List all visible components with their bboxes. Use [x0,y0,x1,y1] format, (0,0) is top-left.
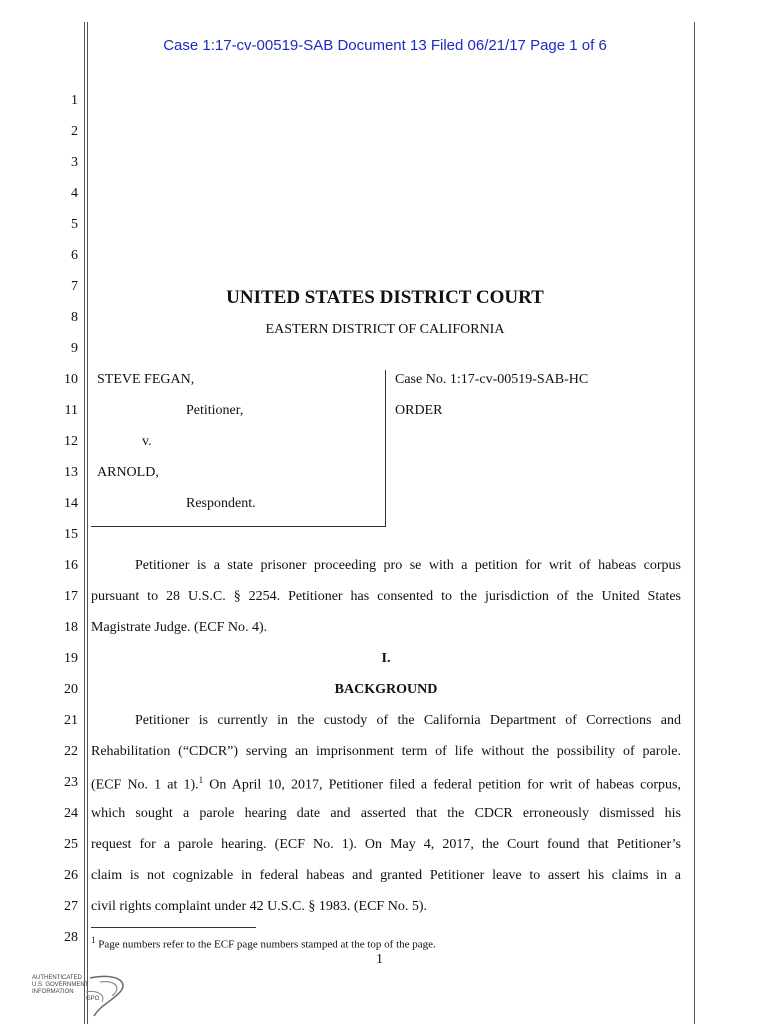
text-line: Petitioner is a state prisoner proceeding pro se with a petition for writ of habeas corpus [135,558,681,573]
line-number: 22 [64,744,78,759]
gpo-seal-mark: GPO [86,996,100,1002]
line-number: 18 [64,620,78,635]
footnote-reference[interactable]: 1 [198,775,204,785]
versus-label: v. [142,434,152,449]
text-line-with-footnote [91,775,681,794]
text-segment: On April 10, 2017, Petitioner filed a federal petition for writ of habeas corpus, [203,777,682,793]
court-district: EASTERN DISTRICT OF CALIFORNIA [265,322,505,337]
text-line: civil rights complaint under 42 U.S.C. § 1983. (ECF No. 5). [91,899,427,914]
text-line: pursuant to 28 U.S.C. § 2254. Petitioner has consented to the jurisdiction of the United States [91,589,681,604]
footnote-text: Page numbers refer to the ECF page numbers stamped at the top of the page. [95,938,436,951]
line-number: 5 [71,217,78,232]
line-number: 26 [64,868,78,883]
respondent-role: Respondent. [186,496,256,511]
document-type: ORDER [395,403,443,418]
line-number: 10 [64,372,78,387]
text-line: claim is not cognizable in federal habeas and granted Petitioner leave to assert his claims in a [91,868,681,883]
line-number: 4 [71,186,78,201]
gpo-authentication-seal [30,972,130,1020]
caption-divider-vertical [385,370,386,527]
line-number: 3 [71,155,78,170]
line-number: 27 [64,899,78,914]
line-number: 17 [64,589,78,604]
footnote [91,935,436,951]
caption-divider-horizontal [91,526,386,527]
text-line: Magistrate Judge. (ECF No. 4). [91,620,268,635]
line-number: 13 [64,465,78,480]
page-number: 1 [376,952,383,967]
left-margin-rule-inner [87,22,88,1024]
section-heading: BACKGROUND [334,682,438,697]
gpo-seal-line: U.S. GOVERNMENT [32,982,89,988]
line-number: 9 [71,341,78,356]
line-number: 16 [64,558,78,573]
court-name: UNITED STATES DISTRICT COURT [226,287,544,308]
left-margin-rule-outer [84,22,85,1024]
line-number: 7 [71,279,78,294]
line-number: 23 [64,775,78,790]
line-number: 15 [64,527,78,542]
line-number: 8 [71,310,78,325]
respondent-name: ARNOLD, [97,465,159,480]
text-line: Rehabilitation (“CDCR”) serving an imprisonment term of life without the possibility of parole. [91,744,681,759]
section-number: I. [381,651,391,666]
line-number: 1 [71,93,78,108]
petitioner-name: STEVE FEGAN, [97,372,195,387]
line-number: 19 [64,651,78,666]
petitioner-role: Petitioner, [186,403,244,418]
footnote-rule [91,927,256,928]
text-line: request for a parole hearing. (ECF No. 1). On May 4, 2017, the Court found that Petitioner’s [91,837,681,852]
line-number: 25 [64,837,78,852]
line-number: 11 [64,403,78,418]
case-number: Case No. 1:17-cv-00519-SAB-HC [395,372,589,387]
ecf-header-stamp: Case 1:17-cv-00519-SAB Document 13 Filed 06/21/17 Page 1 of 6 [163,37,607,54]
line-number: 14 [64,496,78,511]
text-line: Petitioner is currently in the custody of the California Department of Corrections and [135,713,681,728]
footnote-marker: 1 [91,935,96,945]
gpo-seal-line: AUTHENTICATED [32,975,82,981]
text-segment: (ECF No. 1 at 1). [91,777,199,793]
line-number: 28 [64,930,78,945]
gpo-seal-text [32,975,99,1003]
line-number: 24 [64,806,78,821]
line-number: 20 [64,682,78,697]
line-number: 2 [71,124,78,139]
right-margin-rule [694,22,695,1024]
line-number: 12 [64,434,78,449]
gpo-seal-line: INFORMATION [32,989,74,995]
line-number: 21 [64,713,78,728]
line-number: 6 [71,248,78,263]
text-line: which sought a parole hearing date and asserted that the CDCR erroneously dismissed his [91,806,681,821]
